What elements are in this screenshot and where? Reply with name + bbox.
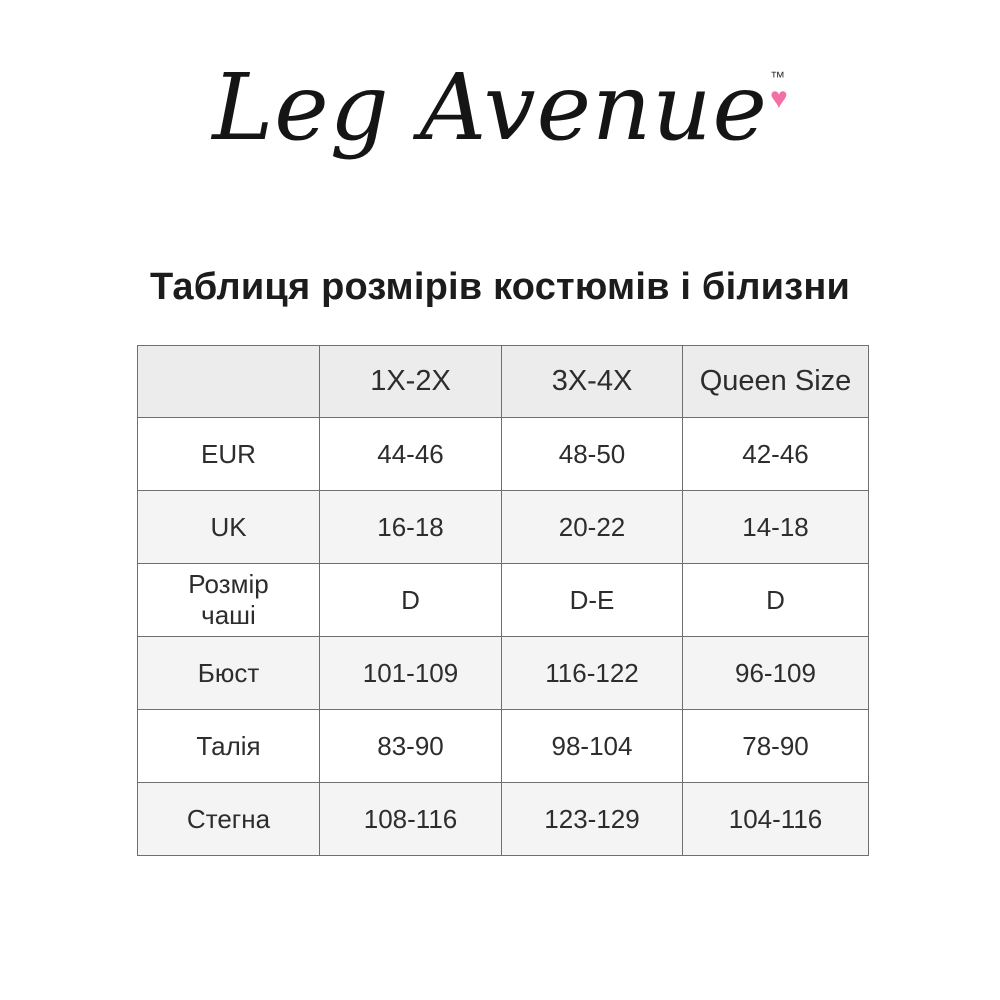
trademark-symbol: ™: [769, 69, 785, 86]
cell-cup-size-queen-size: D: [683, 564, 869, 637]
table-row-bust: [138, 637, 869, 710]
page-title: Таблиця розмірів костюмів і білизни: [149, 266, 851, 308]
cell-hips-queen-size: 104-116: [683, 783, 869, 856]
size-chart-table: [137, 345, 869, 856]
brand-logo: [0, 48, 1000, 168]
cell-cup-size-3x-4x: D-E: [502, 564, 683, 637]
table-row-hips: [138, 783, 869, 856]
header-cell-queen-size: Queen Size: [683, 346, 869, 418]
cell-hips-1x-2x: 108-116: [320, 783, 502, 856]
table-row-uk: [138, 491, 869, 564]
table-row-eur: [138, 418, 869, 491]
cell-bust-1x-2x: 101-109: [320, 637, 502, 710]
row-label-waist: Талія: [138, 710, 320, 783]
row-label-uk: UK: [138, 491, 320, 564]
brand-logo-marks: [769, 69, 788, 115]
row-label-cup-size: Розмір чаші: [138, 564, 320, 637]
cell-waist-queen-size: 78-90: [683, 710, 869, 783]
cell-uk-1x-2x: 16-18: [320, 491, 502, 564]
cell-uk-3x-4x: 20-22: [502, 491, 683, 564]
header-cell-3x-4x: 3X-4X: [502, 346, 683, 418]
heart-icon: ♥: [769, 82, 788, 115]
cell-eur-1x-2x: 44-46: [320, 418, 502, 491]
cell-hips-3x-4x: 123-129: [502, 783, 683, 856]
cell-eur-queen-size: 42-46: [683, 418, 869, 491]
cell-waist-3x-4x: 98-104: [502, 710, 683, 783]
row-label-hips: Стегна: [138, 783, 320, 856]
header-cell-empty: [138, 346, 320, 418]
cell-waist-1x-2x: 83-90: [320, 710, 502, 783]
cell-bust-queen-size: 96-109: [683, 637, 869, 710]
cell-uk-queen-size: 14-18: [683, 491, 869, 564]
brand-logo-text: Leg Avenue: [212, 54, 768, 161]
table-header-row: [138, 346, 869, 418]
cell-bust-3x-4x: 116-122: [502, 637, 683, 710]
table-row-cup-size: [138, 564, 869, 637]
table-row-waist: [138, 710, 869, 783]
row-label-bust: Бюст: [138, 637, 320, 710]
header-cell-1x-2x: 1X-2X: [320, 346, 502, 418]
cell-eur-3x-4x: 48-50: [502, 418, 683, 491]
row-label-eur: EUR: [138, 418, 320, 491]
cell-cup-size-1x-2x: D: [320, 564, 502, 637]
